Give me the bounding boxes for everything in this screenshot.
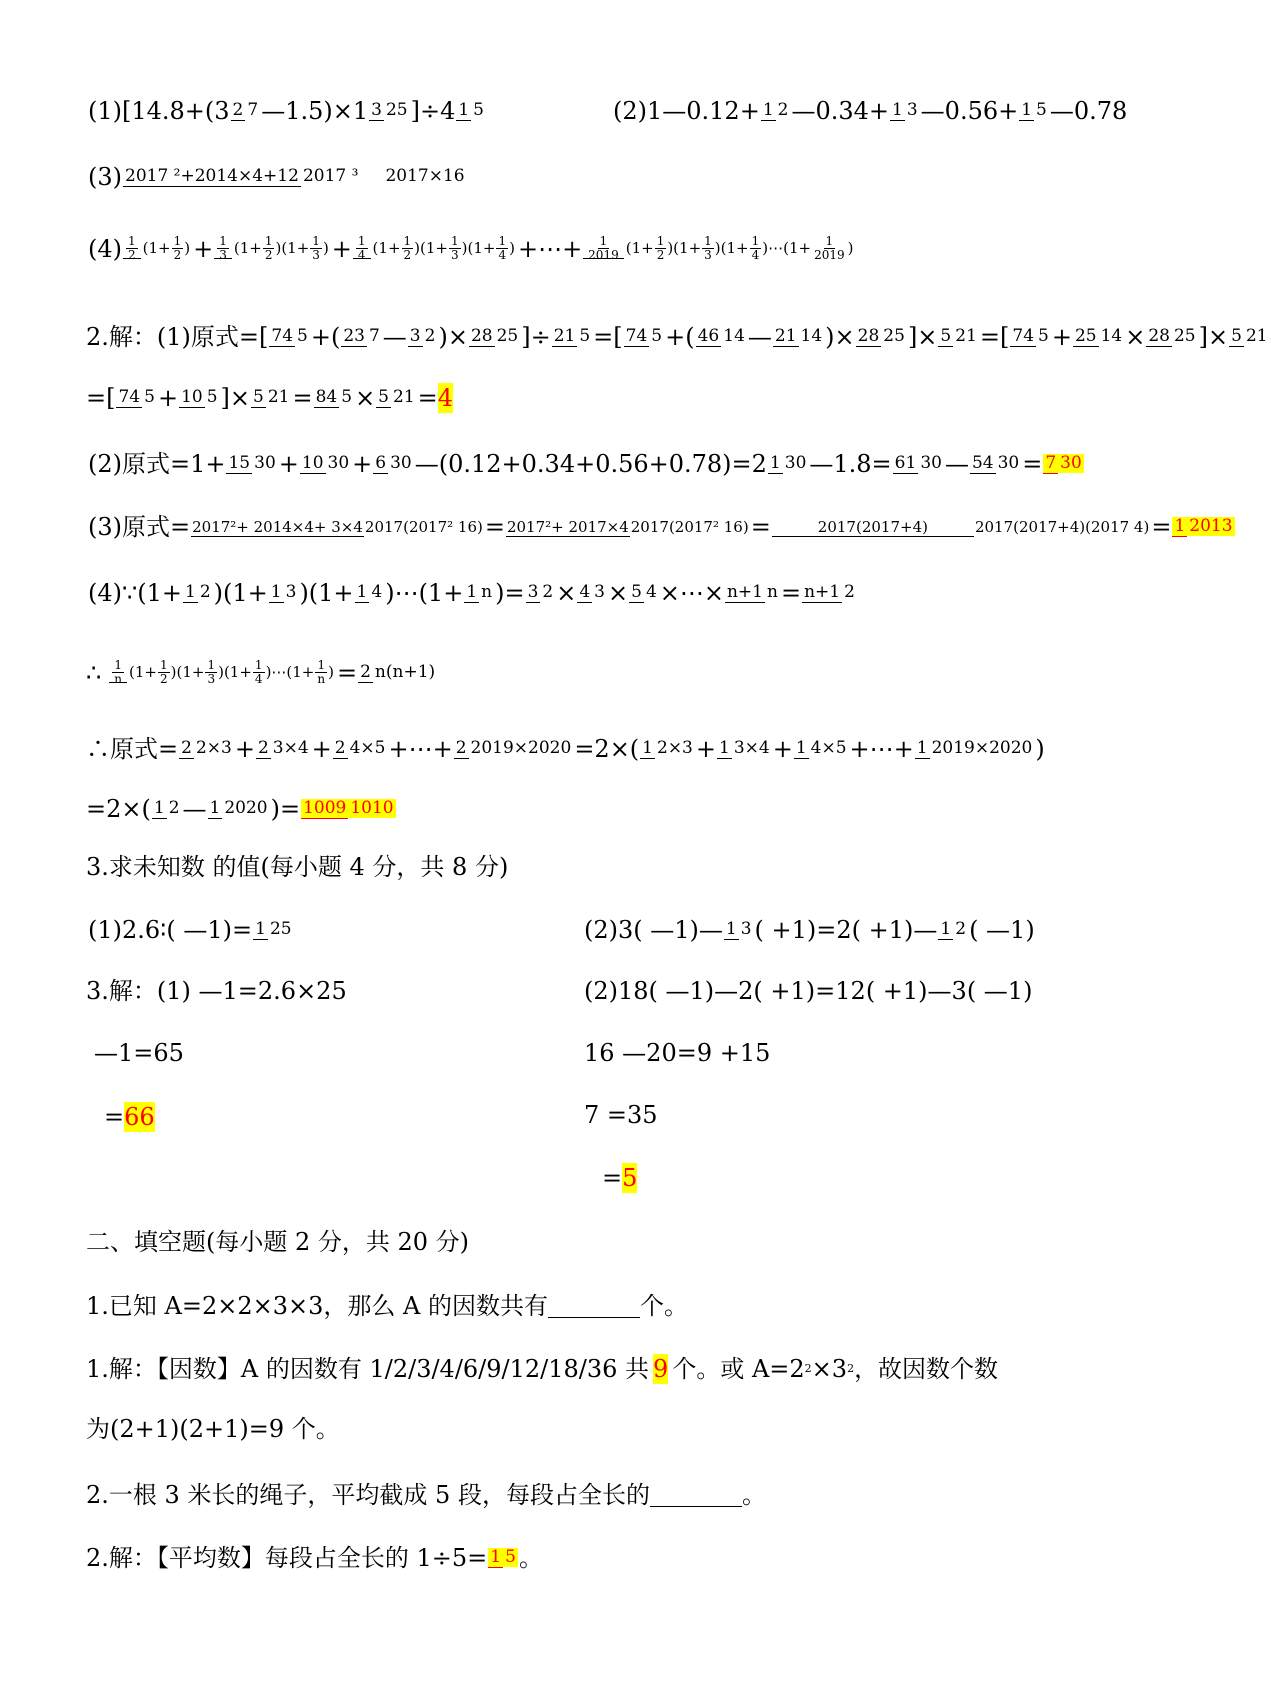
answer-blank xyxy=(548,1293,640,1318)
fill-solution-1: 1.解：【因数】A 的因数有 1/2/3/4/6/9/12/18/36 共 9 个。或 A=22×32，故因数个数 xyxy=(86,1354,999,1383)
text: (4) xyxy=(88,234,122,263)
solution-3-line: (3)原式= 2017²+ 2014×4+ 3×4 2017(2017² 16)= 2017²+ 2017×4 2017(2017² 16)= 2017(2017+4) 2017(2017+4)(2017 4)= 1 2013 xyxy=(88,512,1233,541)
question-3-title: 3.求未知数 的值(每小题 4 分，共 8 分) xyxy=(86,853,509,881)
solution-2-line: (2)原式=1+ 15 30 + 10 30 + 6 30 —(0.12+0.34+0.56+0.78)=2 1 30 —1.8= 61 30 — 54 30 = 7 30 xyxy=(88,449,1082,478)
answer-highlight: 66 xyxy=(124,1102,155,1131)
fraction: 2 7 xyxy=(232,100,259,120)
text: (1)[14.8+(3 xyxy=(88,96,230,125)
answer-highlight: 4 xyxy=(437,383,454,412)
question-3-solution-r1: (2)18( —1)—2( +1)=12( +1)—3( —1) xyxy=(584,977,1033,1005)
answer-highlight: 7 30 xyxy=(1045,453,1082,473)
solution-4d-line: =2×( 1 2 — 1 2020 )= 1009 1010 xyxy=(86,794,394,823)
question-3-solution-r2: 16 —20=9 +15 xyxy=(584,1039,771,1067)
problem-4-line xyxy=(88,232,857,264)
text: —0.56+ xyxy=(920,96,1019,125)
question-3-solution-3: =66 xyxy=(104,1102,155,1131)
fraction: $\frac{1}{4}$ (1+ $\frac{1}{2}$ )(1+ $\frac{1}{3}$ )(1+ $\frac{1}{4}$ ) xyxy=(353,235,517,263)
text: —0.34+ xyxy=(791,96,890,125)
fraction: 2017 ²+2014×4+12 2017 ³ 2017×16 xyxy=(125,166,465,186)
fill-question-2: 2.一根 3 米长的绳子，平均截成 5 段，每段占全长的 。 xyxy=(86,1480,766,1509)
answer-highlight: 9 xyxy=(653,1354,669,1383)
text: (3) xyxy=(88,162,122,191)
answer-highlight: 5 xyxy=(622,1163,638,1192)
solution-4b-line: ∴ $\frac{1}{n}$ (1+ $\frac{1}{2}$ )(1+ $\frac{1}{3}$ )(1+ $\frac{1}{4}$ )⋯(1+ $\frac{1}{n}$ ) = 2 n(n+1) xyxy=(86,657,436,687)
fill-solution-1b: 为(2+1)(2+1)=9 个。 xyxy=(86,1415,340,1443)
question-3-solution-r4: =5 xyxy=(602,1163,638,1192)
text: ]÷4 xyxy=(410,96,456,125)
problem-2-line xyxy=(613,94,1127,126)
question-3a: (1)2.6∶( —1)= 1 25 xyxy=(88,915,292,944)
fraction: 3 25 xyxy=(371,100,408,120)
problem-3-line xyxy=(88,160,465,192)
question-3b: (2)3( —1)— 1 3 ( +1)=2( +1)— 1 2 ( —1) xyxy=(584,915,1035,944)
fraction: $\frac{1}{3}$ (1+ $\frac{1}{2}$ )(1+ $\frac{1}{3}$ ) xyxy=(214,235,331,263)
text: —0.78 xyxy=(1049,96,1128,125)
fraction: 1 5 xyxy=(1021,100,1047,120)
question-3-solution-1: 3.解：(1) —1=2.6×25 xyxy=(86,977,347,1005)
answer-highlight: 1 2013 xyxy=(1174,516,1233,536)
fraction: 1 3 xyxy=(892,100,918,120)
question-3-solution-2: —1=65 xyxy=(94,1039,184,1067)
text: (2)1—0.12+ xyxy=(613,96,760,125)
answer-highlight: 1 5 xyxy=(490,1547,516,1567)
text: + xyxy=(193,234,214,263)
text: —1.5)×1 xyxy=(261,96,369,125)
question-3-solution-r3: 7 =35 xyxy=(584,1101,658,1129)
fraction: $\frac{1}{2}$ (1+ $\frac{1}{2}$ ) xyxy=(123,235,192,263)
section-2-title: 二、填空题(每小题 2 分，共 20 分) xyxy=(86,1228,470,1256)
answer-blank xyxy=(650,1482,742,1507)
solution-1-line: 2.解：(1)原式=[ 74 5 +( 23 7 — 3 2 )× 28 25 ]÷ 21 5 =[ 74 5 +( 46 14 — 21 14 )× 28 25 ]× 5 21 =[ 74 5 + 25 14 × 28 25 ]× 5 21 xyxy=(86,322,1268,351)
fraction: 1 5 xyxy=(458,100,484,120)
text: + xyxy=(331,234,352,263)
fraction: $\frac{1}{2019}$ (1+ $\frac{1}{2}$ )(1+ $\frac{1}{3}$ )(1+ $\frac{1}{4}$ )⋯(1+ $\frac{1}{2019}$ ) xyxy=(583,235,855,263)
fraction: 1 2 xyxy=(762,100,789,120)
solution-4-line: (4)∵(1+ 1 2 )(1+ 1 3 )(1+ 1 4 )⋯(1+ 1 n )= 3 2 × 4 3 × 5 4 ×⋯× n+1 n = n+1 2 xyxy=(88,578,855,607)
problem-1-line xyxy=(88,94,487,126)
answer-highlight: 1009 1010 xyxy=(303,798,394,818)
fill-solution-2: 2.解：【平均数】每段占全长的 1÷5= 1 5 。 xyxy=(86,1543,543,1572)
text: +⋯+ xyxy=(517,234,583,263)
solution-4c-line: ∴原式= 2 2×3 + 2 3×4 + 2 4×5 +⋯+ 2 2019×2020 =2×( 1 2×3 + 1 3×4 + 1 4×5 +⋯+ 1 2019×2020 ) xyxy=(86,734,1045,763)
fill-question-1: 1.已知 A=2×2×3×3，那么 A 的因数共有 个。 xyxy=(86,1291,688,1320)
solution-1b-line: =[ 74 5 + 10 5 ]× 5 21 = 84 5 × 5 21 =4 xyxy=(86,383,454,412)
